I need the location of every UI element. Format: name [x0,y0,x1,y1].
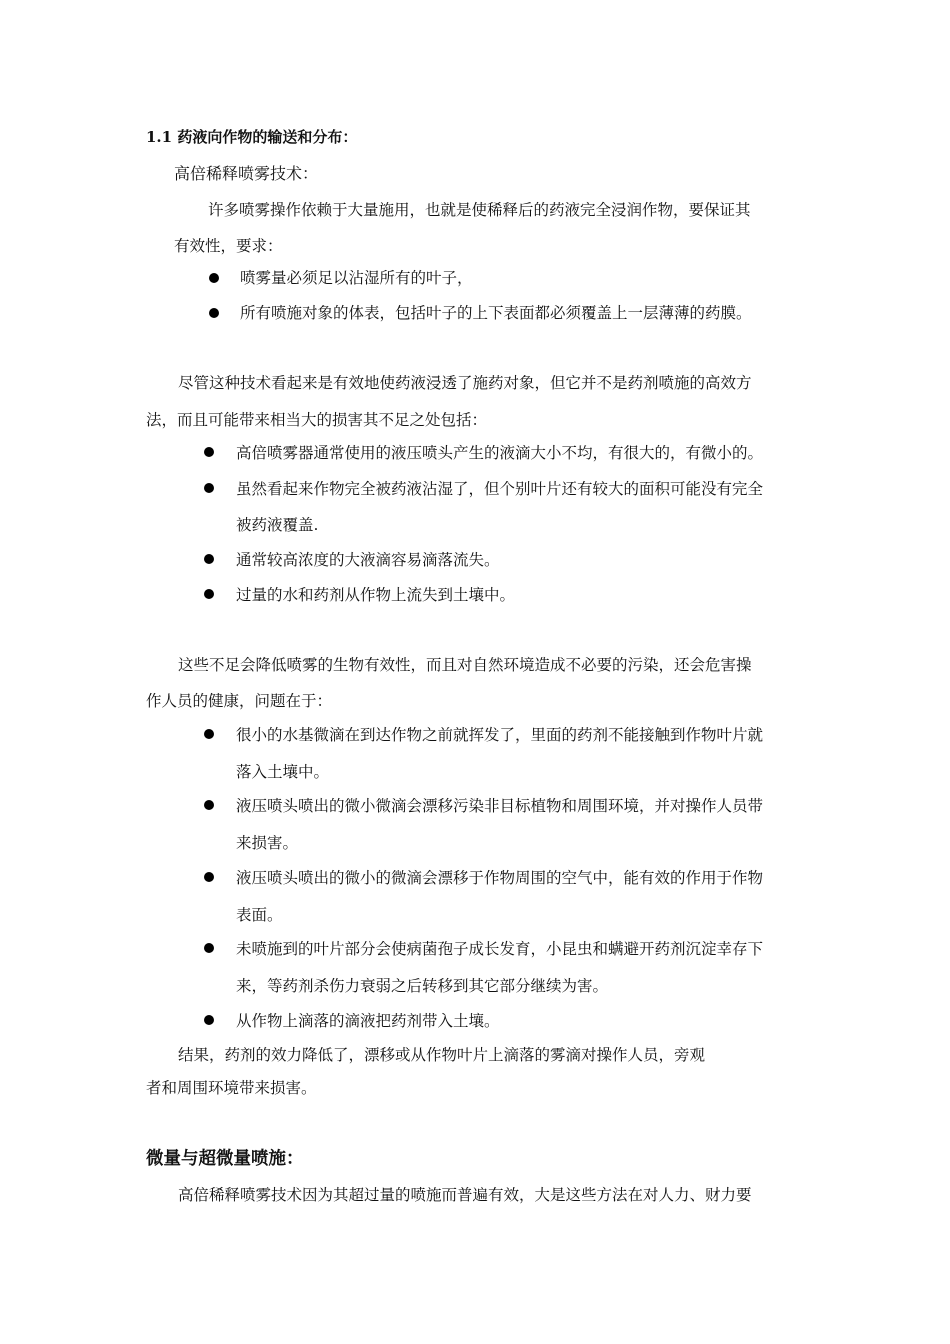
drawback-item: 通常较高浓度的大液滴容易滴落流失。 [236,551,500,569]
drawback-item: 虽然看起来作物完全被药液沾湿了，但个别叶片还有较大的面积可能没有完全 [236,480,764,498]
requirement-item: 喷雾量必须足以沾湿所有的叶子， [240,269,473,287]
section-title: 1.1 药液向作物的输送和分布： [146,128,358,146]
high-dilution-intro-line2: 有效性，要求： [174,237,283,255]
bullet-icon [204,729,214,739]
ulv-heading: 微量与超微量喷施： [146,1149,304,1169]
bullet-icon [204,800,214,810]
high-dilution-intro-line1: 许多喷雾操作依赖于大量施用，也就是使稀释后的药液完全浸润作物，要保证其 [208,201,751,219]
drawback-item-continuation: 被药液覆盖. [236,516,319,534]
problem-item: 液压喷头喷出的微小微滴会漂移污染非目标植物和周围环境，并对操作人员带 [236,797,764,815]
problem-item: 很小的水基微滴在到达作物之前就挥发了，里面的药剂不能接触到作物叶片就 [236,726,764,744]
bullet-icon [204,554,214,564]
problem-item: 从作物上滴落的滴液把药剂带入土壤。 [236,1012,500,1030]
problem-item-continuation: 来损害。 [236,834,299,852]
high-dilution-heading: 高倍稀释喷雾技术： [174,164,319,183]
problem-item: 液压喷头喷出的微小的微滴会漂移于作物周围的空气中，能有效的作用于作物 [236,869,764,887]
bullet-icon [204,1015,214,1025]
problem-item: 未喷施到的叶片部分会使病菌孢子成长发育，小昆虫和螨避开药剂沉淀幸存下 [236,940,764,958]
bullet-icon [204,483,214,493]
drawbacks-intro-line1: 尽管这种技术看起来是有效地使药液浸透了施药对象，但它并不是药剂喷施的高效方 [178,374,752,392]
ulv-paragraph-line1: 高倍稀释喷雾技术因为其超过量的喷施而普遍有效，大是这些方法在对人力、财力要 [178,1186,752,1204]
result-line2: 者和周围环境带来损害。 [146,1079,317,1097]
problem-item-continuation: 表面。 [236,906,283,924]
problems-intro-line1: 这些不足会降低喷雾的生物有效性，而且对自然环境造成不必要的污染，还会危害操 [178,656,752,674]
bullet-icon [204,589,214,599]
bullet-icon [204,872,214,882]
problems-intro-line2: 作人员的健康，问题在于： [146,692,333,710]
drawback-item: 过量的水和药剂从作物上流失到土壤中。 [236,586,516,604]
bullet-icon [209,273,219,283]
requirement-item: 所有喷施对象的体表，包括叶子的上下表面都必须覆盖上一层薄薄的药膜。 [240,304,752,322]
bullet-icon [204,943,214,953]
drawbacks-intro-line2: 法，而且可能带来相当大的损害其不足之处包括： [146,411,488,429]
problem-item-continuation: 来，等药剂杀伤力衰弱之后转移到其它部分继续为害。 [236,977,609,995]
bullet-icon [204,447,214,457]
drawback-item: 高倍喷雾器通常使用的液压喷头产生的液滴大小不均，有很大的，有微小的。 [236,444,764,462]
bullet-icon [209,308,219,318]
problem-item-continuation: 落入土壤中。 [236,763,330,781]
result-line1: 结果，药剂的效力降低了，漂移或从作物叶片上滴落的雾滴对操作人员，旁观 [178,1046,706,1064]
